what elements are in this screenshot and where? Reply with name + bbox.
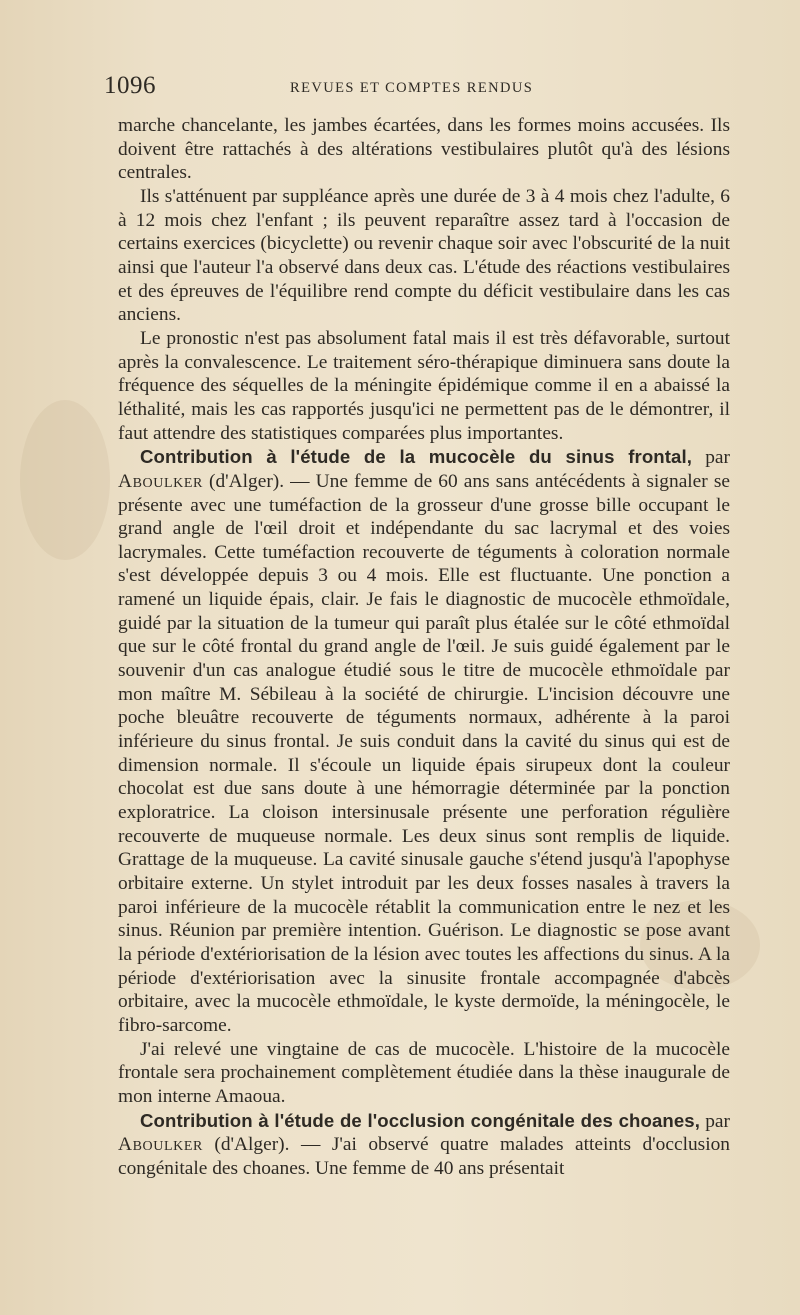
article-by: par — [700, 1110, 730, 1132]
article-mucocele-closing: J'ai relevé une vingtaine de cas de mucocèle. L'histoire de la mucocèle frontale sera prochainement complètement étudiée dans la thèse inaugurale de mon interne Amaoua. — [118, 1038, 730, 1107]
paragraph-continuation: marche chancelante, les jambes écartées, dans les formes moins accusées. Ils doivent être rattachés à des altérations vestibulaires plutôt qu'à des lésions centrales. — [118, 115, 730, 184]
article-affiliation: (d'Alger). — — [202, 470, 316, 492]
article-title: Contribution à l'étude de l'occlusion congénitale des choanes, — [140, 1109, 701, 1131]
article-by: par — [692, 447, 730, 469]
article-author: Aboulker — [118, 1134, 203, 1156]
page-header — [104, 72, 724, 102]
page-number: 1096 — [104, 72, 156, 99]
article-text: Une femme de 60 ans sans antécédents à signaler se présente avec une tuméfaction de la grosseur d'une grosse bille occupant le grand angle de l'œil droit et indépendante du sac lacrymal et des voies lacrymales. Cette tuméfaction recouverte de téguments à coloration normale s'est développée depuis 3 ou 4 mois. Elle est fluctuante. Une ponction a ramené un liquide épais, clair. Je fais le diagnostic de mucocèle ethmoïdale, guidé par la situation de la tumeur qui paraît plus étalée sur le côté ethmoïdal que sur le côté frontal du grand angle de l'œil. Je suis guidé également par le souvenir d'un cas analogue étudié sous le titre de mucocèle ethmoïdale par mon maître M. Sébileau à la société de chirurgie. L'incision découvre une poche bleuâtre recouverte de téguments normaux, adhérente à la paroi inférieure du sinus frontal. Je suis conduit dans la cavité du sinus qui est de dimension normale. Il s'écoule un liquide épais sirupeux dont la couleur chocolat est due sans doute à une hémorragie déterminée par la ponction exploratrice. La cloison intersinusale présente une perforation régulière recouverte de muqueuse normale. Les deux sinus sont remplis de liquide. Grattage de la muqueuse. La cavité sinusale gauche s'étend jusqu'à l'apophyse orbitaire externe. Un stylet introduit par les deux fosses nasales à travers la paroi inférieure de la mucocèle rétablit la communication entre le nez et les sinus. Réunion par première intention. Guérison. Le diagnostic se pose avant la période d'extériorisation de la lésion avec toutes les affections du sinus. A la période d'extériorisation avec la sinusite frontale accompagnée d'abcès orbitaire, avec la mucocèle ethmoïdale, le kyste dermoïde, la méningocèle, le fibro-sarcome. — [118, 470, 730, 1036]
running-head: REVUES ET COMPTES RENDUS — [290, 80, 534, 96]
article-mucocele — [118, 445, 730, 1037]
paragraph-sequelae: Ils s'atténuent par suppléance après une durée de 3 à 4 mois chez l'adulte, 6 à 12 mois chez l'enfant ; ils peuvent reparaître assez tard à l'occasion de certains exercices (bicyclette) ou revenir chaque soir avec l'obscurité de la nuit ainsi que l'auteur l'a observé dans deux cas. L'étude des réactions vestibulaires et des épreuves de l'équilibre rend compte du déficit vestibulaire dans les cas anciens. — [118, 185, 730, 326]
article-author: Aboulker — [118, 470, 203, 492]
article-text: J'ai observé quatre malades atteints d'occlusion congénitale des choanes. Une femme de 40 ans présentait — [118, 1134, 730, 1179]
article-affiliation: (d'Alger). — — [202, 1134, 332, 1156]
article-choanes — [118, 1109, 730, 1181]
paper-stain — [20, 400, 110, 560]
paragraph-prognosis: Le pronostic n'est pas absolument fatal mais il est très défavorable, surtout après la convalescence. Le traitement séro-thérapique diminuera sans doute la fréquence des séquelles de la méningite épidémique comme il en a abaissé la léthalité, mais les cas rapportés jusqu'ici ne permettent pas de le démontrer, il faut attendre des statistiques comparées plus importantes. — [118, 327, 730, 444]
body-text — [118, 114, 730, 1181]
article-title: Contribution à l'étude de la mucocèle du sinus frontal, — [140, 446, 693, 468]
